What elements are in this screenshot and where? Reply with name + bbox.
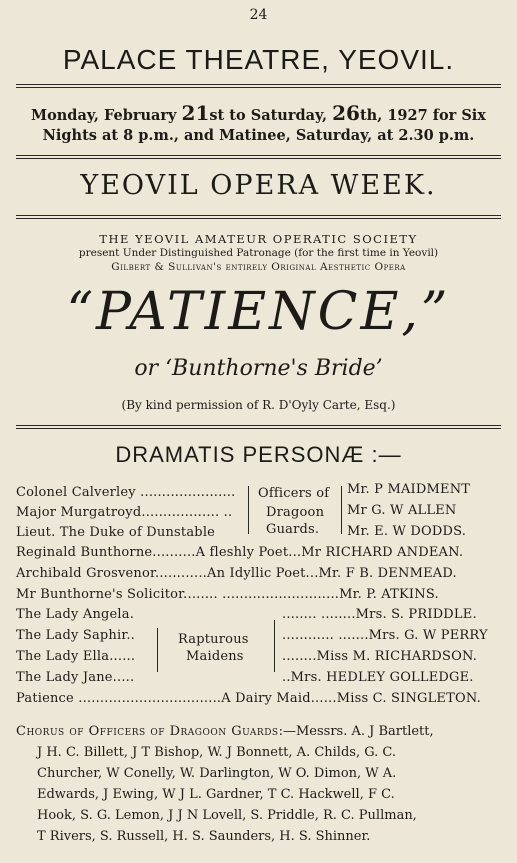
chorus-line: Hook, S. G. Lemon, J J N Lovell, S. Priddle, R. C. Pullman, bbox=[37, 808, 417, 823]
chorus-line: Churcher, W Conelly, W. Darlington, W O. Dimon, W A. bbox=[37, 766, 397, 781]
society-line-3: Gilbert & Sullivan's entirely Original Aesthetic Opera bbox=[111, 261, 406, 273]
opera-title: “PATIENCE,” bbox=[66, 282, 451, 342]
page-number: 24 bbox=[249, 7, 268, 23]
cast-line: Reginald Bunthorne..........A fleshly Poet...Mr RICHARD ANDEAN. bbox=[16, 545, 464, 560]
cast-actor: Mr G. W ALLEN bbox=[347, 503, 457, 518]
brace-right bbox=[274, 620, 281, 672]
cast-actor: Mr. P MAIDMENT bbox=[347, 482, 471, 497]
brace-left bbox=[157, 628, 164, 672]
cast-actor: ............ .......Mrs. G. W PERRY bbox=[282, 628, 488, 643]
brace-left bbox=[248, 486, 255, 534]
cast-actor: ........ ........Mrs. S. PRIDDLE. bbox=[282, 607, 477, 622]
divider-dates bbox=[16, 155, 501, 159]
divider-event bbox=[16, 215, 501, 219]
theatre-name: PALACE THEATRE, YEOVIL. bbox=[62, 44, 455, 75]
dates-line-2: Nights at 8 p.m., and Matinee, Saturday, at 2.30 p.m. bbox=[42, 127, 475, 144]
cast-line: Mr Bunthorne's Solicitor........ ...........................Mr. P. ATKINS. bbox=[16, 587, 439, 602]
divider-dramatis bbox=[16, 425, 501, 429]
cast-line: Patience .................................A Dairy Maid......Miss C. SINGLETON. bbox=[16, 691, 481, 706]
chorus-line: Edwards, J Ewing, W J L. Gardner, T C. Hackwell, F C. bbox=[37, 787, 395, 802]
permission-note: (By kind permission of R. D'Oyly Carte, Esq.) bbox=[121, 398, 396, 412]
chorus-line: J H. C. Billett, J T Bishop, W. J Bonnett, A. Childs, G. C. bbox=[37, 745, 397, 760]
brace-right bbox=[341, 486, 348, 534]
cast-role: The Lady Saphir.. bbox=[16, 628, 136, 643]
cast-role: Major Murgatroyd.................. .. bbox=[16, 505, 233, 520]
chorus-line-1: Chorus of Officers of Dragoon Guards:—Messrs. A. J Bartlett, bbox=[16, 724, 434, 739]
cast-actor: ........Miss M. RICHARDSON. bbox=[282, 649, 478, 664]
cast-role: Lieut. The Duke of Dunstable bbox=[16, 525, 216, 540]
dramatis-heading: DRAMATIS PERSONÆ :— bbox=[115, 442, 402, 467]
cast-role: The Lady Jane..... bbox=[16, 670, 135, 685]
cast-role: The Lady Ella...... bbox=[16, 649, 136, 664]
group-label: Rapturous bbox=[178, 632, 249, 647]
cast-actor: Mr. E. W DODDS. bbox=[347, 524, 467, 539]
chorus-line: T Rivers, S. Russell, H. S. Saunders, H. S. Shinner. bbox=[37, 829, 371, 844]
group-label: Guards. bbox=[266, 522, 320, 537]
event-title: YEOVIL OPERA WEEK. bbox=[80, 170, 437, 201]
cast-actor: ..Mrs. HEDLEY GOLLEDGE. bbox=[282, 670, 474, 685]
cast-role: The Lady Angela. bbox=[16, 607, 135, 622]
group-label: Maidens bbox=[186, 649, 244, 664]
divider-top bbox=[16, 84, 501, 88]
opera-subtitle: or ‘Bunthorne's Bride’ bbox=[134, 356, 383, 381]
cast-role: Colonel Calverley ...................... bbox=[16, 485, 236, 500]
society-line-1: THE YEOVIL AMATEUR OPERATIC SOCIETY bbox=[99, 232, 418, 246]
cast-line: Archibald Grosvenor............An Idyllic Poet...Mr. F B. DENMEAD. bbox=[16, 566, 457, 581]
society-line-2: present Under Distinguished Patronage (for the first time in Yeovil) bbox=[78, 247, 439, 259]
group-label: Dragoon bbox=[266, 505, 325, 520]
group-label: Officers of bbox=[258, 486, 330, 501]
dates-line-1: Monday, February 21st to Saturday, 26th, 1927 for Six bbox=[31, 101, 486, 125]
